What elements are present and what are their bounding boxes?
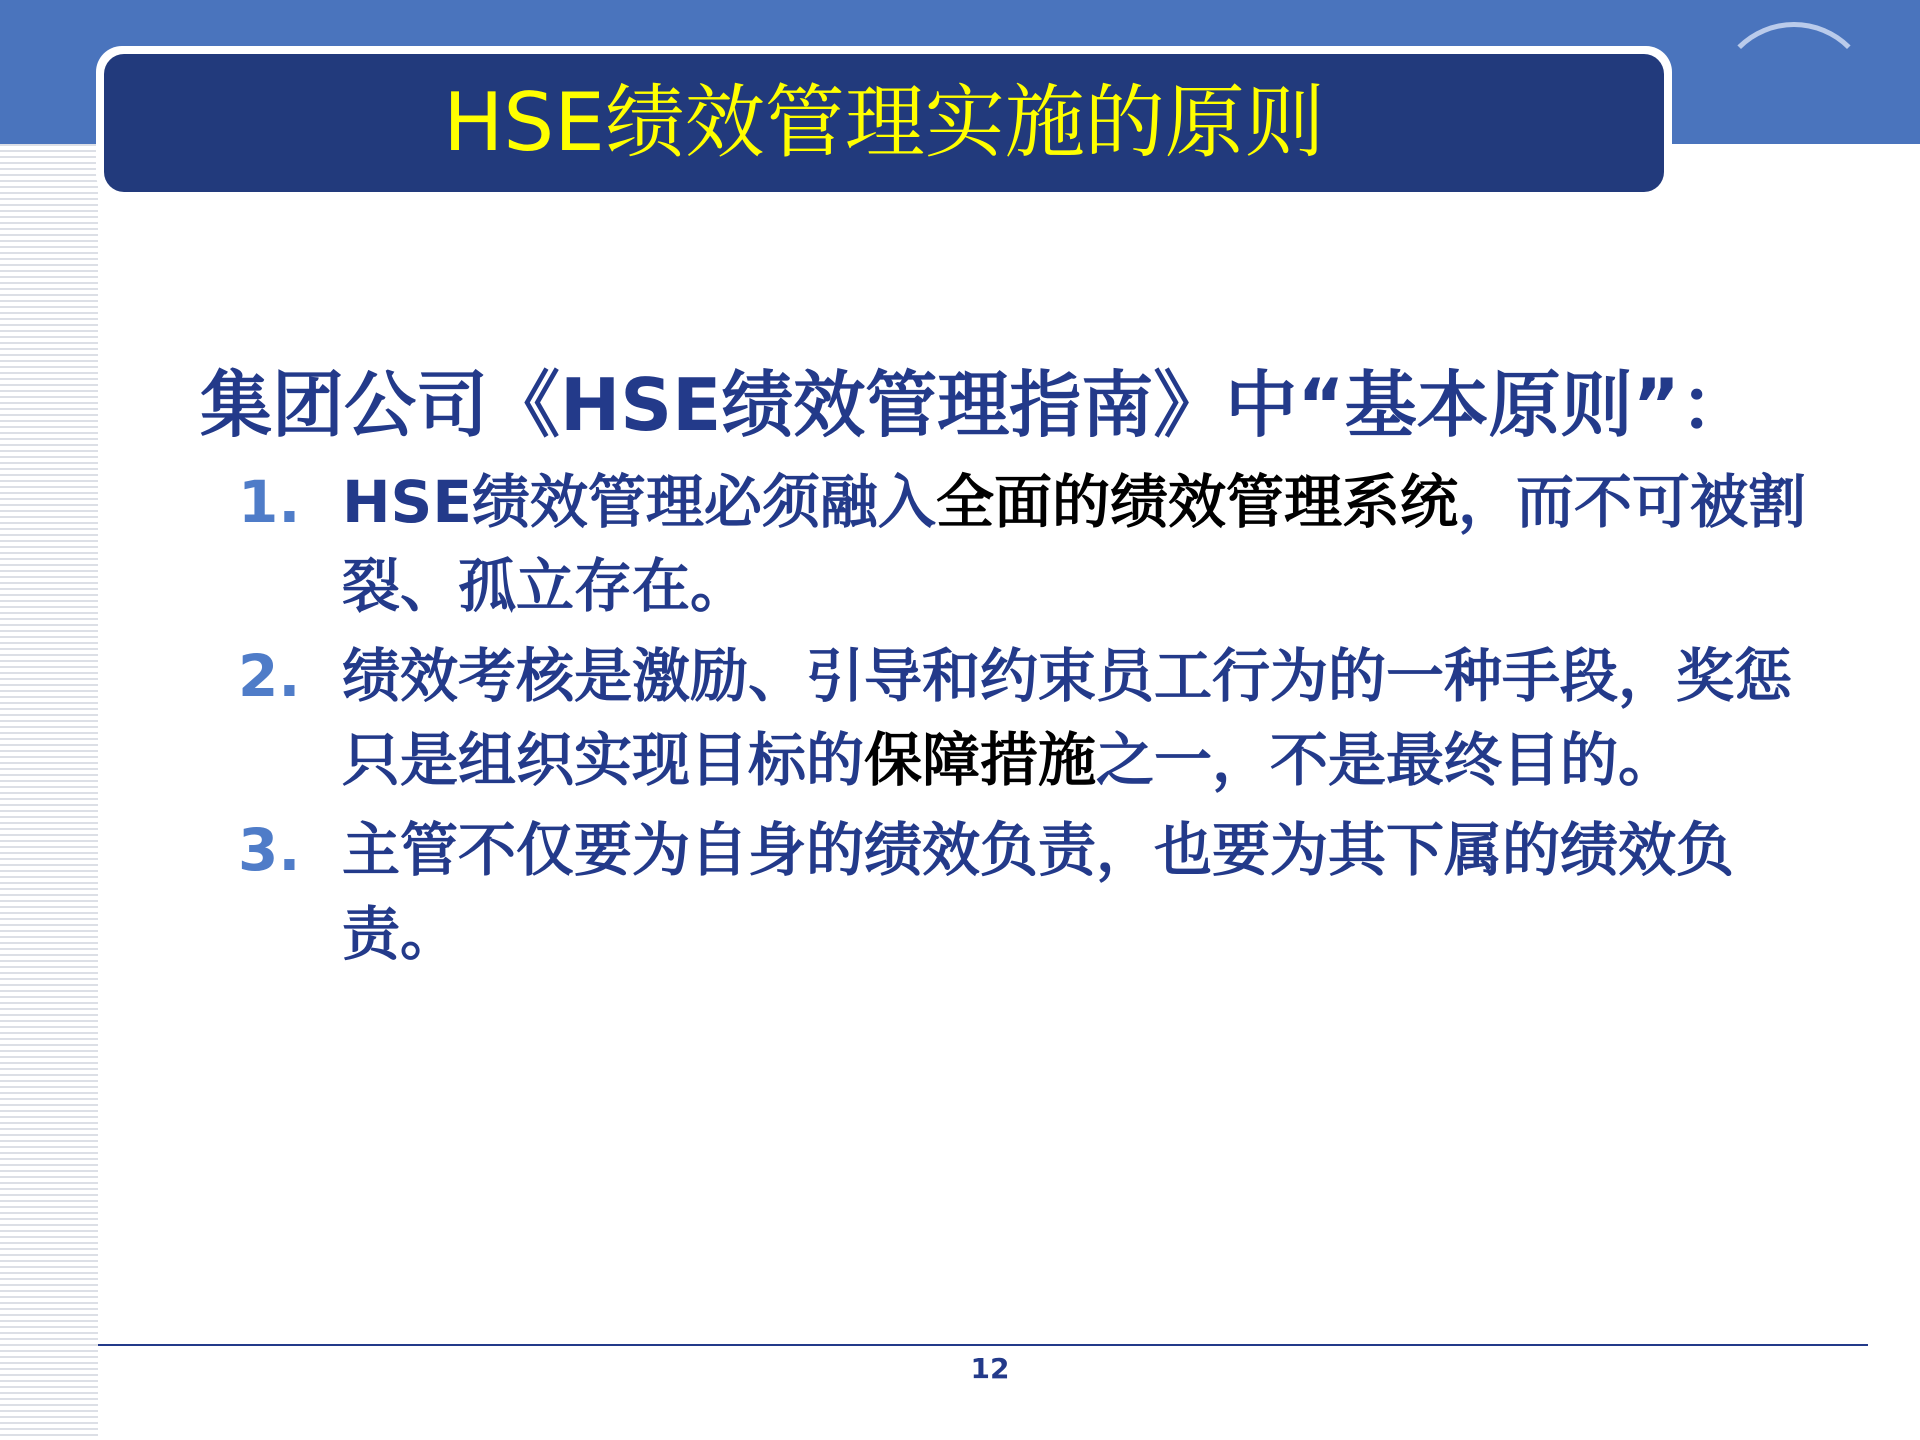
list-item-1 [200,460,1850,628]
list-text-3 [342,808,1832,976]
list-text-1-part2: ，而不可被割裂、孤立存在。 [342,468,1806,620]
list-text-1-part1: HSE绩效管理必须融入 [342,468,936,536]
footer-divider [98,1344,1868,1346]
list-item-3 [200,808,1850,976]
list-number-1: 1. [238,468,301,536]
corner-arc-decoration [1714,22,1874,182]
slide-title: HSE绩效管理实施的原则 [443,76,1325,169]
list-item-2 [200,634,1850,802]
principles-list [200,460,1850,976]
list-text-2-part1: 绩效考核是激励、引导和约束员工行为的一种手段，奖惩只是组织实现目标的 [342,642,1793,794]
list-number-2: 2. [238,642,301,710]
page-number: 12 [970,1352,1010,1385]
list-text-2-part2: 之一，不是最终目的。 [1096,726,1677,794]
list-text-2-emphasis: 保障措施 [864,726,1097,794]
list-text-1-emphasis: 全面的绩效管理系统 [935,468,1458,536]
left-stripe-decoration [0,144,98,1440]
slide-content [200,350,1850,976]
list-number-3: 3. [238,816,301,884]
lead-text: 集团公司《HSE绩效管理指南》中“基本原则”： [200,363,1752,447]
list-text-1 [342,460,1832,628]
list-text-3-part1: 主管不仅要为自身的绩效负责，也要为其下属的绩效负责。 [342,816,1735,968]
list-text-2 [342,634,1832,802]
